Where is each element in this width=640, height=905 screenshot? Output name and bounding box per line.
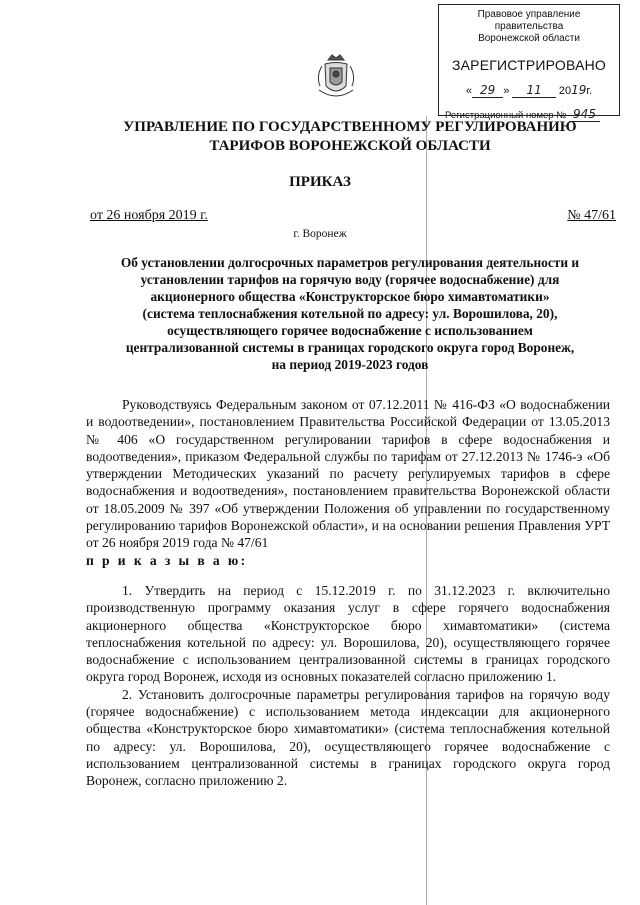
subject-line: Об установлении долгосрочных параметров регулирования деятельности и [120,255,580,270]
preamble-paragraph: Руководствуясь Федеральным законом от 07.12.2011 № 416-ФЗ «О водоснабжении и водоотведении», постановлением Правительства Российской Федерации от 13.05.2013 № 406 «О государственном регулировании тарифов в сфере водоснабжения и водоотведения», приказом Федеральной службы по тарифам от 27.12.2013 № 1746-э «Об утверждении Методических указаний по расчету регулируемых тарифов в сфере водоснабжения и водоотведения», постановлением правительства Воронежской области от 18.05.2009 № 397 «Об утверждении Положения об управлении по государственному регулированию тарифов Воронежской области», и на основании решения Правления УРТ от 26 ноября 2019 года № 47/61 [86,397,610,551]
document-type: ПРИКАЗ [289,174,351,190]
stamp-year-prefix: 20 [558,85,572,97]
stamp-org-line1: Правовое управление правительства [477,9,581,32]
subject-line: централизованной системы в границах городского округа город Воронеж, [125,340,575,355]
subject-line: (система теплоснабжения котельной по адресу: ул. Ворошилова, 20), [142,306,558,321]
item-1-paragraph: 1. Утвердить на период с 15.12.2019 г. по 31.12.2023 г. включительно производственную программу оказания услуг в сфере горячего водоснабжения акционерного общества «Конструкторское бюро химавтоматики» (система теплоснабжения котельной по адресу: ул. Ворошилова, 20), осуществляющего горячее водоснабжение с использованием централизованной системы в границах городского округа город Воронеж, исходя из основных показателей согласно приложению 1. [86,582,610,685]
stamp-date: « 29 » 11 2019г. [465,83,593,97]
stamp-month: 11 [512,83,555,98]
stamp-reg-value: 945 [569,107,600,122]
order-subject [86,254,614,373]
decree-word: п р и к а з ы в а ю: [86,552,248,568]
stamp-year-suffix: г. [586,85,593,97]
org-line2: ТАРИФОВ ВОРОНЕЖСКОЙ ОБЛАСТИ [209,138,491,154]
order-body [86,396,610,790]
stamp-reg-label: Регистрационный номер № [445,110,567,121]
stamp-day: 29 [472,83,503,98]
order-date: от 26 ноября 2019 г. [90,208,208,223]
order-number: № 47/61 [567,208,616,223]
organization-title [60,118,640,156]
item-2-paragraph: 2. Установить долгосрочные параметры регулирования тарифов на горячую воду (горячее водоснабжение) с использованием метода индексации для акционерного общества «Конструкторское бюро химавтоматики» (система теплоснабжения котельной по адресу: ул. Ворошилова, 20), осуществляющего горячее водоснабжение с использованием централизованной системы в границах городского округа город Воронеж, согласно приложению 2. [86,686,610,789]
stamp-org-line2: Воронежской области [478,33,580,44]
stamp-year: 19 [571,83,587,97]
registration-stamp [438,4,620,121]
stamp-registered: ЗАРЕГИСТРИРОВАНО [451,57,607,73]
org-line1: УПРАВЛЕНИЕ ПО ГОСУДАРСТВЕННОМУ РЕГУЛИРОВАНИЮ [123,119,577,135]
subject-line: установлении тарифов на горячую воду (горячее водоснабжение) для [140,272,560,287]
subject-line: акционерного общества «Конструкторское бюро химавтоматики» [150,289,550,304]
subject-line: на период 2019-2023 годов [271,357,429,372]
order-city: г. Воронеж [293,228,347,240]
coat-of-arms-icon [314,52,358,104]
subject-line: осуществляющего горячее водоснабжение с использованием [167,323,533,338]
